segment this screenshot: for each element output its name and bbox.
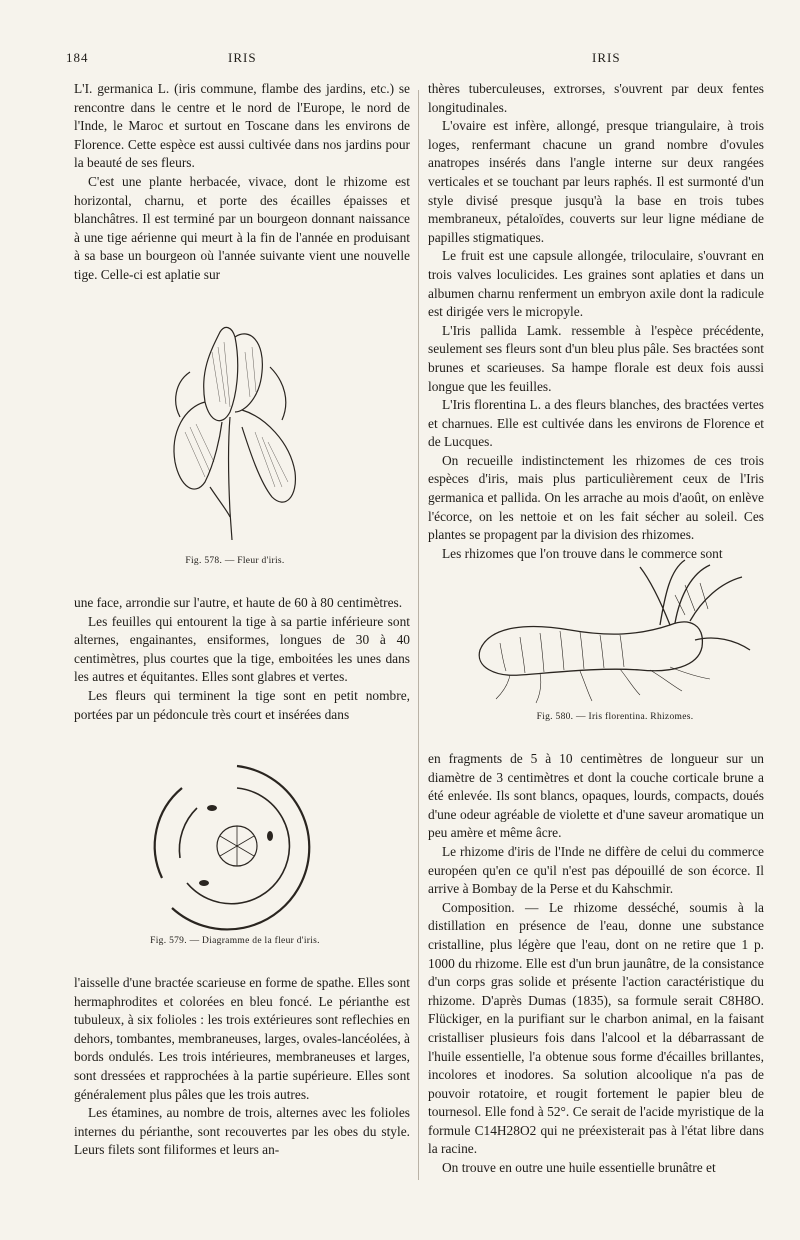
paragraph: Le rhizome d'iris de l'Inde ne diffère de celui du commerce européen qu'en ce qu'il n'est pas dépouillé de son écorce. Il arrive à Bombay de la Perse et du Kahschmir. <box>428 843 764 897</box>
right-column-block-2 <box>428 750 764 1178</box>
paragraph: Le fruit est une capsule allongée, triloculaire, s'ouvrant en trois valves loculicides. Les graines sont aplaties et dans un albumen charnu renferment un embryon axile dont la radicule est dirigée vers le micropyle. <box>428 248 764 320</box>
column-rule <box>418 90 419 1180</box>
iris-flower-illustration <box>150 312 320 544</box>
flower-diagram <box>142 758 332 938</box>
paragraph: On trouve en outre une huile essentielle brunâtre et <box>442 1160 716 1176</box>
right-column-block-1 <box>428 80 764 563</box>
paragraph: thères tuberculeuses, extrorses, s'ouvrent par deux fentes longitudinales. <box>428 81 764 115</box>
paragraph: une face, arrondie sur l'autre, et haute de 60 à 80 centimètres. <box>74 595 403 610</box>
paragraph: Les fleurs qui terminent la tige sont en petit nombre, portées par un pédoncule très court et insérées dans <box>74 687 410 722</box>
paragraph: L'Iris florentina L. a des fleurs blanches, des bractées vertes et charnues. Elle est cultivée dans les environs de Florence et de Lucques. <box>428 397 764 450</box>
paragraph: L'I. germanica L. (iris commune, flambe des jardins, etc.) se rencontre dans le centre et le nord de l'Europe, le nord de l'Inde, le Maroc et surtout en Toscane dans les environs de Florence. Cette espèce est aussi cultivée dans nos jardins pour la beauté de ses fleurs. <box>74 81 410 171</box>
right-running-title: IRIS <box>592 50 621 65</box>
iris-rhizome-illustration <box>470 555 760 705</box>
left-column-block-3 <box>74 974 410 1160</box>
figure-580-caption: Fig. 580. — Iris florentina. Rhizomes. <box>536 712 694 722</box>
figure-578-caption: Fig. 578. — Fleur d'iris. <box>185 556 285 566</box>
paragraph: en fragments de 5 à 10 centimètres de longueur sur un diamètre de 3 centimètres et dont la couche corticale brune a été enlevée. Ils sont blancs, opaques, lourds, compacts, doués d'une odeur agréable de violette et d'une saveur aromatique un peu amère et même âcre. <box>428 751 764 841</box>
left-column-block-2 <box>74 594 410 724</box>
paragraph: Les rhizomes que l'on trouve dans le commerce sont <box>442 545 723 561</box>
left-column-block-1 <box>74 80 410 285</box>
paragraph: Les feuilles qui entourent la tige à sa partie inférieure sont alternes, engainantes, ensiformes, longues de 30 à 40 centimètres, plus courtes que la tige, emboitées les unes dans les autres et équitantes. Elles sont glabres et vertes. <box>74 613 410 685</box>
paragraph: Les étamines, au nombre de trois, alternes avec les folioles internes du périanthe, sont recouvertes par les obes du style. Leurs filets sont filiformes et leurs an- <box>74 1105 410 1158</box>
paragraph: L'Iris pallida Lamk. ressemble à l'espèce précédente, seulement ses fleurs sont d'un bleu plus pâle. Ses bractées sont brunes et scarieuses. Sa hampe florale est deux fois aussi longue que les feuilles. <box>428 322 764 394</box>
page-number: 184 <box>66 50 89 65</box>
paragraph: C'est une plante herbacée, vivace, dont le rhizome est horizontal, charnu, et porte des écailles épaisses et blanchâtres. Il est terminé par un bourgeon donnant naissance à une tige aérienne qui meurt à la fin de l'année en produisant à sa base un bourgeon où l'année suivante vient une nouvelle tige. Celle-ci est aplatie sur <box>74 173 410 282</box>
figure-579-caption: Fig. 579. — Diagramme de la fleur d'iris. <box>150 936 320 946</box>
left-running-title: IRIS <box>228 50 257 65</box>
paragraph: l'aisselle d'une bractée scarieuse en forme de spathe. Elles sont hermaphrodites et colorées en bleu foncé. Le périanthe est tubuleux, à six folioles : les trois extérieures sont reflechies en dehors, tombantes, membraneuses, larges, ovales-lancéolées, à bords ondulés. Les trois intérieures, membraneuses et larges, sont dressées et rapprochées à la partie supérieure. Elles sont généralement plus pâles que les trois autres. <box>74 975 410 1102</box>
paragraph: L'ovaire est infère, allongé, presque triangulaire, à trois loges, renfermant chacune un grand nombre d'ovules anatropes insérés dans l'angle interne sur deux rangées verticales et se touchant par leurs raphés. Il est surmonté d'un style divisé presque jusqu'à la base en trois tubes membraneux, pétaloïdes, couverts sur leur ligne médiane de papilles stigmatiques. <box>428 118 764 245</box>
paragraph: On recueille indistinctement les rhizomes de ces trois espèces d'iris, mais plus particulièrement ceux de l'Iris germanica et pallida. On les arrache au mois d'août, on enlève l'écorce, on les nettoie et on les fait sécher au soleil. Ces plantes se propagent par la division des rhizomes. <box>428 452 764 543</box>
paragraph: Composition. — Le rhizome desséché, soumis à la distillation en présence de l'eau, donne une substance cristalline, plus légère que l'eau, dont on ne retire que 1 p. 1000 du rhizome. Elle est d'un brun jaunâtre, de la consistance d'un corps gras solide et présente l'action caractéristique du rhizome. D'après Dumas (1835), sa formule serait C8H8O. Flückiger, en la purifiant sur le charbon animal, en la faisant cristalliser plusieurs fois dans l'alcool et la débarrassant de l'huile essentielle, l'a obtenue sous forme d'écailles brillantes, incolores et inodores. Sa solution alcoolique n'a pas de pouvoir rotatoire, et rougit fortement le papier bleu de tournesol. Elle fond à 52°. Ce serait de l'acide myristique de la formule C14H28O2 qui ne préexisterait pas à l'état libre dans la racine. <box>428 899 764 1157</box>
